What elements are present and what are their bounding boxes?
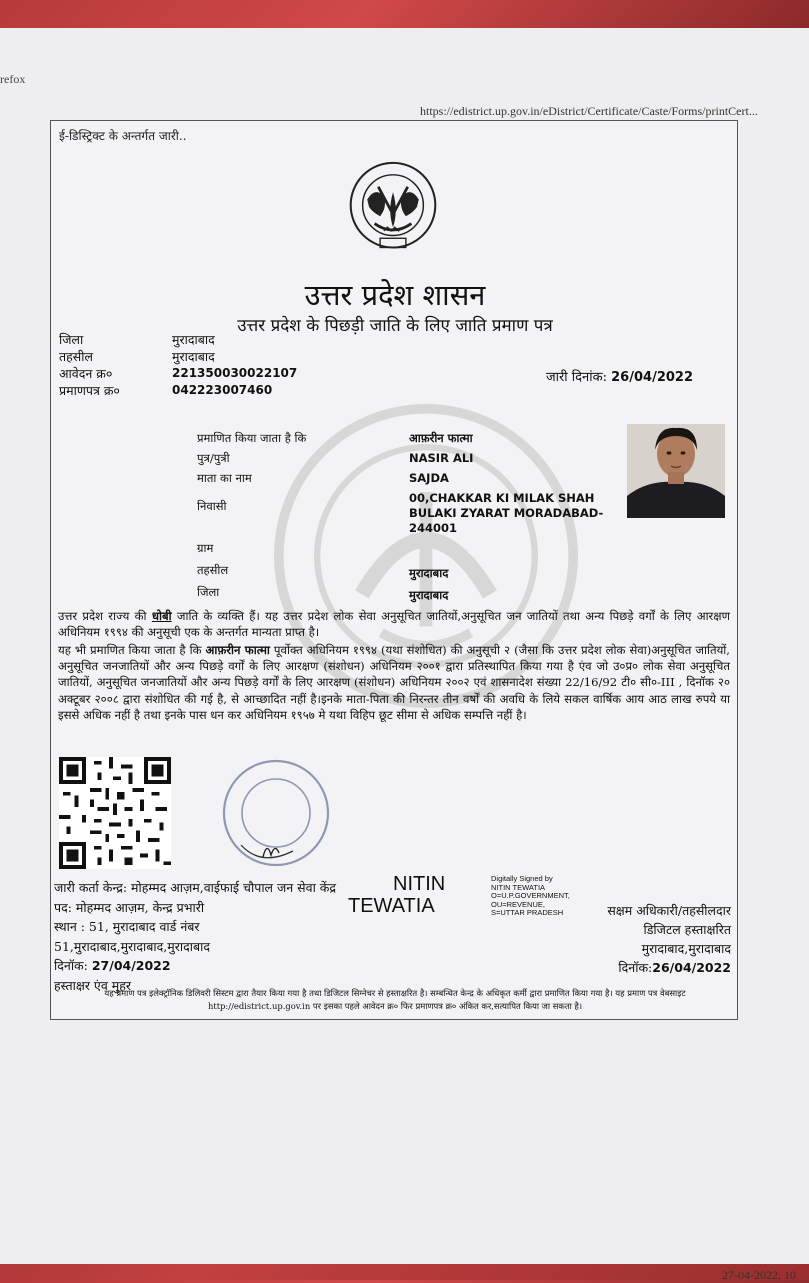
detail-row <box>197 585 629 605</box>
issuing-center-block <box>54 878 336 996</box>
detail-row <box>197 431 629 451</box>
signer-last-name: TEWATIA <box>348 895 435 917</box>
detail-value: आफ़रीन फात्मा <box>409 431 473 445</box>
digital-sign-line: OU=REVENUE, <box>491 899 545 909</box>
digital-signature-details <box>491 875 570 918</box>
meta-row-tehsil <box>59 348 297 365</box>
detail-label: तहसील <box>197 563 229 577</box>
detail-label: निवासी <box>197 499 227 513</box>
issuer-date <box>54 956 336 976</box>
meta-row-certificate-no <box>59 382 297 399</box>
caste-name: धोबी <box>151 609 172 623</box>
issuer-date-label: दिनॉक: <box>54 958 88 974</box>
detail-label: प्रमाणित किया जाता है कि <box>197 431 307 445</box>
digital-sign-line: S=UTTAR PRADESH <box>491 908 564 918</box>
detail-value: मुरादाबाद <box>409 566 449 580</box>
para2-text-a: यह भी प्रमाणित किया जाता है कि <box>58 643 206 657</box>
detail-row <box>197 541 629 563</box>
caste-certificate <box>50 120 738 1020</box>
detail-label: जिला <box>197 585 220 599</box>
certificate-subtitle: उत्तर प्रदेश के पिछड़ी जाति के लिए जाति प्रमाण पत्र <box>237 316 553 336</box>
detail-label: माता का नाम <box>197 471 252 485</box>
para1-text-b: जाति के व्यक्ति हैं। यह उत्तर प्रदेश लोक सेवा अनुसूचित जातियों,अनुसूचित जन जातियों तथा अन्य पिछड़े वर्गों के लिए आरक्षण अधिनियम १९९४ की अनुसूची एक के अन्तर्गत मान्यता प्राप्त है। <box>58 609 730 640</box>
digital-sign-line: O=U.P.GOVERNMENT, <box>491 891 570 901</box>
browser-title: refox <box>0 72 26 86</box>
applicant-name-inline: आफ़रीन फात्मा <box>205 643 270 657</box>
detail-value: NASIR ALI <box>409 451 474 465</box>
seal-label: हस्ताक्षर एंव मुहर <box>54 977 131 993</box>
issuer-line: स्थान : 51, मुरादाबाद वार्ड नंबर <box>54 919 200 935</box>
meta-value: मुरादाबाद <box>172 349 215 364</box>
detail-row <box>197 471 629 491</box>
detail-row <box>197 563 629 585</box>
signer-first-name: NITIN <box>393 873 446 895</box>
digital-sign-line: Digitally Signed by <box>491 874 553 883</box>
issuer-date-value: 27/04/2022 <box>91 958 171 974</box>
print-url: https://edistrict.up.gov.in/eDistrict/Certificate/Caste/Forms/printCert... <box>420 104 758 118</box>
certificate-title: उत्तर प्रदेश शासन <box>304 278 486 312</box>
certificate-meta <box>59 331 297 399</box>
officer-date <box>607 958 731 977</box>
verification-footnote: यह प्रमाण पत्र इलेक्ट्रॉनिक डिलिवरी सिस्टम द्वारा तैयार किया गया है तथा डिजिटल सिग्नेचर से हस्ताक्षरित है। सम्बन्धित केन्द्र के अधिकृत कर्मी द्वारा प्रमाणित किया गया है। यह प्रमाण पत्र वेबसाइट http://edistrict.up.gov.in पर इसका पहले आवेदन क्र० फिर प्रमाणपत्र क्र० अंकित कर,सत्यापित किया जा सकता है। <box>104 988 686 1011</box>
detail-value: मुरादाबाद <box>409 588 449 602</box>
caste-declaration-paragraph <box>58 608 730 640</box>
creamy-layer-paragraph <box>58 642 730 723</box>
csc-rubber-stamp <box>201 755 351 875</box>
print-footer-date: 27-04-2022, 10 <box>722 1268 796 1282</box>
verification-qr-code[interactable] <box>59 757 171 869</box>
meta-label: प्रमाणपत्र क्र० <box>59 383 120 398</box>
meta-label: आवेदन क्र० <box>59 366 113 381</box>
officer-date-value: 26/04/2022 <box>652 960 731 975</box>
issue-date-label: जारी दिनांक: <box>545 370 607 385</box>
issue-date-value: 26/04/2022 <box>611 370 693 385</box>
para1-text-a: उत्तर प्रदेश राज्य की <box>58 609 152 623</box>
applicant-photo <box>627 424 725 518</box>
issuer-line: जारी कर्ता केन्द्र: मोहम्मद आज़म,वाईफाई चौपाल जन सेवा केंद्र <box>54 880 337 895</box>
meta-label: जिला <box>59 332 84 347</box>
up-govt-emblem-icon <box>347 159 439 255</box>
detail-row <box>197 451 629 471</box>
detail-value: 00,CHAKKAR KI MILAK SHAH BULAKI ZYARAT MORADABAD-244001 <box>409 491 604 535</box>
officer-title: सक्षम अधिकारी/तहसीलदार <box>607 903 731 918</box>
meta-value: 042223007460 <box>172 383 273 397</box>
meta-row-district <box>59 331 297 348</box>
detail-value: SAJDA <box>409 471 449 485</box>
applicant-details <box>197 431 629 605</box>
issuer-line: 51,मुरादाबाद,मुरादाबाद,मुरादाबाद <box>54 938 210 954</box>
officer-date-label: दिनॉक: <box>618 960 653 975</box>
meta-value: 221350030022107 <box>172 366 298 380</box>
para2-text-b: पूर्वोक्त अधिनियम १९९४ (यथा संशोधित) की अनुसूची २ (जैसा कि उत्तर प्रदेश लोक सेवा)अनुसूचित जातियों, अनुसूचित जनजातियों और अन्य पिछड़े वर्गों के लिए आरक्षण (संशोधन) अधिनियम २००१ द्वारा प्रतिस्थापित किया गया है एंव जो उ०प्र० लोक सेवा अनुसूचित जातियों, अनुसूचित जनजातियों और अन्य पिछड़े वर्गों के लिए आरक्षण (संशोधन) अधिनियम २००२ एवं शासनादेश संख्या 22/16/92 टी० सी०-III , दिनॉक २० अक्टूबर २००८ द्वारा संशोधित की गई है, से आच्छादित नहीं है।इनके माता-पिता की निरन्तर तीन वर्षों की अवधि के लिये सकल वार्षिक आय आठ लाख रुपये या इससे अधिक नहीं है तथा इनके पास धन कर अधिनियम १९५७ मे यथा विहिप छूट सीमा से अधिक सम्पत्ति नहीं है। <box>58 643 730 722</box>
issued-under-text: ई-डिस्ट्रिक्ट के अन्तर्गत जारी.. <box>59 129 187 143</box>
detail-label: ग्राम <box>197 541 214 555</box>
competent-officer-block <box>607 901 731 977</box>
detail-label: पुत्र/पुत्री <box>197 451 230 465</box>
meta-row-application-no <box>59 365 297 382</box>
detail-row <box>197 491 629 541</box>
issue-date <box>546 367 693 385</box>
meta-value: मुरादाबाद <box>172 332 215 347</box>
officer-place: मुरादाबाद,मुरादाबाद <box>641 941 731 956</box>
officer-signature-note: डिजिटल हस्ताक्षरित <box>643 922 731 937</box>
issuer-line: पद: मोहम्मद आज़म, केन्द्र प्रभारी <box>54 899 205 915</box>
digital-sign-line: NITIN TEWATIA <box>491 882 546 892</box>
digital-signer-name <box>348 873 446 917</box>
printed-page <box>0 28 809 1282</box>
meta-label: तहसील <box>59 349 93 364</box>
